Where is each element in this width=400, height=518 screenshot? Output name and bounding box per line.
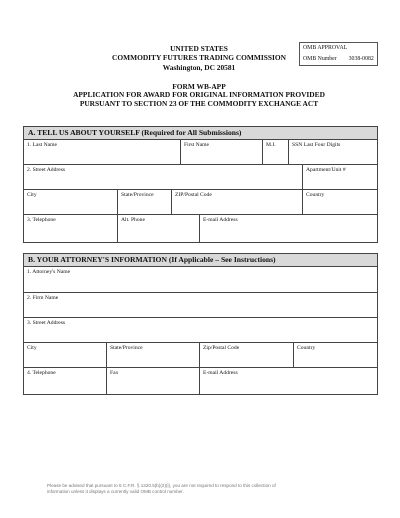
- phone-row: [24, 215, 377, 242]
- country-label: Country: [306, 192, 325, 198]
- attorney-email-label: E-mail Address: [203, 370, 238, 376]
- city-field[interactable]: [24, 190, 117, 214]
- agency-name: COMMODITY FUTURES TRADING COMMISSION: [112, 53, 286, 63]
- attorney-zip-label: Zip/Postal Code: [203, 345, 240, 351]
- attorney-telephone-field[interactable]: [24, 368, 106, 394]
- attorney-street-field[interactable]: [24, 318, 377, 342]
- omb-notice-line: information unless it displays a currently valid OMB control number.: [47, 489, 184, 495]
- omb-approval-box: [299, 42, 378, 66]
- attorney-city-field[interactable]: [24, 343, 106, 367]
- zip-field[interactable]: [171, 190, 302, 214]
- attorney-state-label: State/Province: [110, 345, 143, 351]
- attorney-fax-field[interactable]: [106, 368, 199, 394]
- omb-approval-label: OMB APPROVAL: [303, 45, 348, 51]
- omb-notice-line: Please be advised that pursuant to 5 C.F.R. § 1320.5(b)(2)(i), you are not required to respond to this collection of: [47, 483, 276, 488]
- name-row: [24, 140, 377, 165]
- attorney-name-label: 1. Attorney's Name: [27, 269, 71, 275]
- firm-name-field[interactable]: [24, 293, 377, 317]
- attorney-country-field[interactable]: [293, 343, 377, 367]
- city-label: City: [27, 192, 37, 198]
- section-b: [23, 253, 378, 395]
- form-title-line: APPLICATION FOR AWARD FOR ORIGINAL INFORMATION PROVIDED: [73, 90, 325, 100]
- attorney-telephone-label: 4. Telephone: [27, 370, 56, 376]
- section-b-heading: B. YOUR ATTORNEY'S INFORMATION (If Applicable – See Instructions): [24, 254, 377, 267]
- apartment-label: Apartment/Unit #: [306, 167, 346, 173]
- country-field[interactable]: [302, 190, 377, 214]
- agency-location: Washington, DC 20581: [162, 62, 236, 72]
- attorney-street-label: 3. Street Address: [27, 320, 66, 326]
- apartment-field[interactable]: [302, 165, 377, 189]
- street-address-label: 2. Street Address: [27, 167, 66, 173]
- section-a: [23, 126, 378, 243]
- attorney-country-label: Country: [297, 345, 316, 351]
- omb-number: 3038-0082: [348, 56, 374, 62]
- first-name-field[interactable]: [180, 140, 262, 164]
- first-name-label: First Name: [184, 142, 210, 148]
- firm-name-row: [24, 293, 377, 318]
- attorney-city-label: City: [27, 345, 37, 351]
- agency-header: [94, 44, 304, 72]
- last-name-field[interactable]: [24, 140, 180, 164]
- form-id: FORM WB-APP: [172, 82, 226, 91]
- attorney-name-field[interactable]: [24, 267, 377, 292]
- attorney-city-row: [24, 343, 377, 368]
- last-name-label: 1. Last Name: [27, 142, 57, 148]
- ssn-field[interactable]: [288, 140, 377, 164]
- form-title: [20, 83, 378, 108]
- street-row: [24, 165, 377, 190]
- street-address-field[interactable]: [24, 165, 302, 189]
- alt-phone-field[interactable]: [117, 215, 199, 242]
- mi-label: M.I.: [266, 142, 276, 148]
- attorney-zip-field[interactable]: [199, 343, 293, 367]
- omb-notice: [47, 483, 367, 496]
- state-label: State/Province: [121, 192, 154, 198]
- section-a-heading: A. TELL US ABOUT YOURSELF (Required for All Submissions): [24, 127, 377, 140]
- email-field[interactable]: [199, 215, 377, 242]
- alt-phone-label: Alt. Phone: [121, 217, 145, 223]
- firm-name-label: 2. Firm Name: [27, 295, 59, 301]
- attorney-phone-row: [24, 368, 377, 394]
- middle-initial-field[interactable]: [262, 140, 288, 164]
- email-label: E-mail Address: [203, 217, 238, 223]
- attorney-fax-label: Fax: [110, 370, 119, 376]
- omb-number-label: OMB Number: [303, 56, 337, 62]
- telephone-label: 3. Telephone: [27, 217, 56, 223]
- attorney-state-field[interactable]: [106, 343, 199, 367]
- attorney-name-row: [24, 267, 377, 293]
- form-title-line: PURSUANT TO SECTION 23 OF THE COMMODITY EXCHANGE ACT: [79, 98, 319, 108]
- attorney-street-row: [24, 318, 377, 343]
- attorney-email-field[interactable]: [199, 368, 377, 394]
- state-field[interactable]: [117, 190, 171, 214]
- ssn-label: SSN Last Four Digits: [292, 142, 341, 148]
- city-row: [24, 190, 377, 215]
- agency-country: UNITED STATES: [170, 44, 228, 53]
- zip-label: ZIP/Postal Code: [175, 192, 212, 198]
- telephone-field[interactable]: [24, 215, 117, 242]
